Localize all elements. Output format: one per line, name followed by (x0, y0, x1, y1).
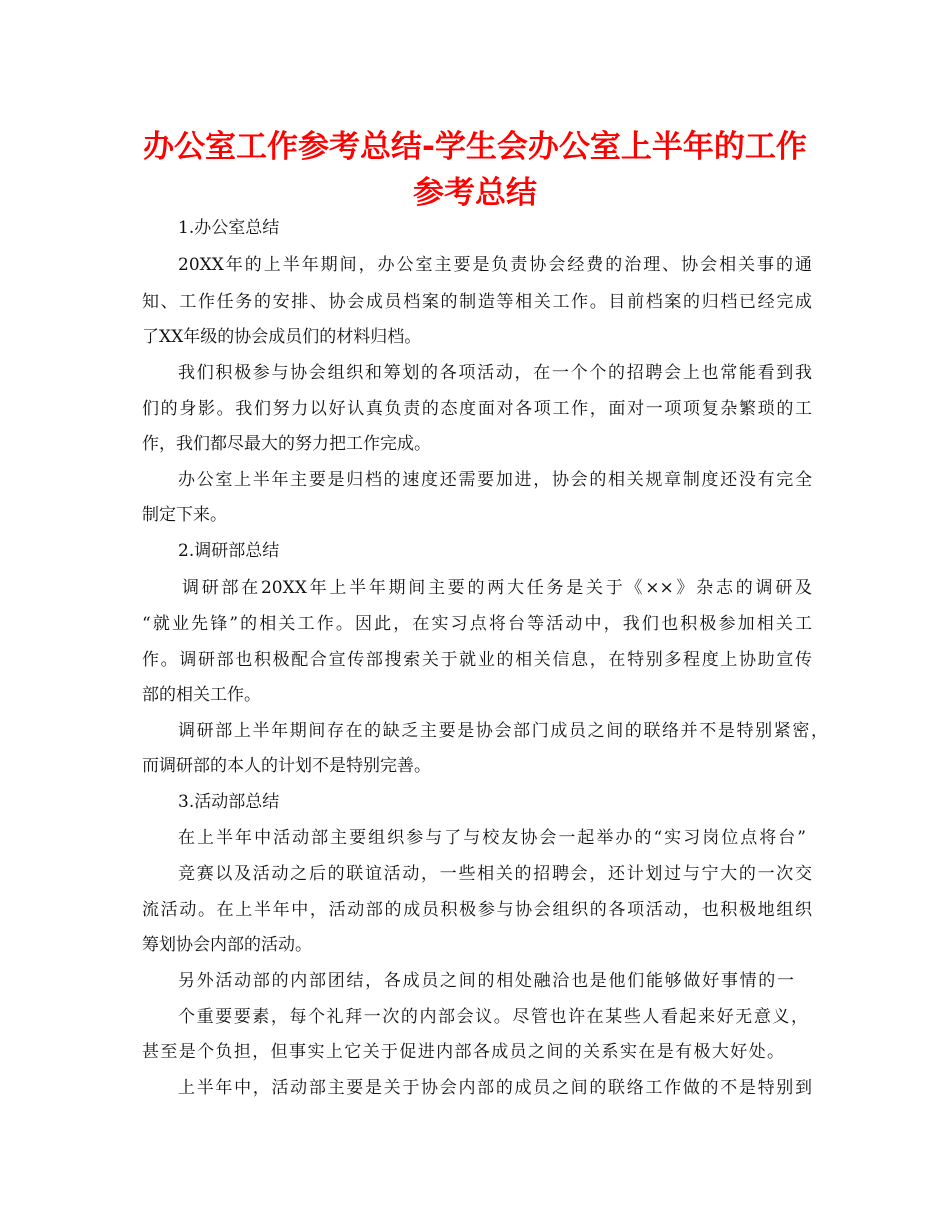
paragraph-line: 流活动。在上半年中，活动部的成员积极参与协会组织的各项活动，也积极地组织 (142, 900, 812, 920)
paragraph-line: 制定下来。 (142, 505, 227, 525)
section-heading-office: 1.办公室总结 (178, 218, 280, 238)
paragraph-line: 了XX年级的协会成员们的材料归档。 (142, 327, 422, 347)
paragraph-line: 甚至是个负担，但事实上它关于促进内部各成员之间的关系实在是有极大好处。 (142, 1042, 784, 1062)
paragraph-line: 作。调研部也积极配合宣传部搜索关于就业的相关信息，在特别多程度上协助宣传 (142, 650, 812, 670)
paragraph-line: 作，我们都尽最大的努力把工作完成。 (142, 434, 431, 454)
paragraph-line: 部的相关工作。 (142, 685, 261, 705)
document-title-line-1: 办公室工作参考总结-学生会办公室上半年的工作 (143, 129, 807, 165)
section-heading-research: 2.调研部总结 (178, 541, 280, 561)
paragraph-line: 另外活动部的内部团结，各成员之间的相处融洽也是他们能够做好事情的一 (178, 971, 794, 991)
document-title-line-2: 参考总结 (413, 175, 537, 211)
paragraph-line: 调研部在20XX年上半年期间主要的两大任务是关于《××》杂志的调研及 (182, 578, 812, 598)
paragraph-line: “就业先锋”的相关工作。因此，在实习点将台等活动中，我们也积极参加相关工 (142, 614, 812, 634)
paragraph-line: 个重要要素，每个礼拜一次的内部会议。尽管也许在某些人看起来好无意义， (178, 1007, 808, 1027)
paragraph-line: 办公室上半年主要是归档的速度还需要加进，协会的相关规章制度还没有完全 (178, 470, 812, 490)
paragraph-line: 知、工作任务的安排、协会成员档案的制造等相关工作。目前档案的归档已经完成 (142, 292, 812, 312)
paragraph-line: 20XX年的上半年期间，办公室主要是负责协会经费的治理、协会相关事的通 (178, 255, 812, 275)
paragraph-line: 而调研部的本人的计划不是特别完善。 (142, 756, 431, 776)
section-heading-activity: 3.活动部总结 (178, 792, 280, 812)
paragraph-line: 上半年中，活动部主要是关于协会内部的成员之间的联络工作做的不是特别到 (178, 1078, 812, 1098)
paragraph-line: 竞赛以及活动之后的联谊活动，一些相关的招聘会，还计划过与宁大的一次交 (178, 864, 812, 884)
paragraph-line: 筹划协会内部的活动。 (142, 935, 312, 955)
paragraph-line: 我们积极参与协会组织和筹划的各项活动，在一个个的招聘会上也常能看到我 (178, 363, 812, 383)
paragraph-line: 们的身影。我们努力以好认真负责的态度面对各项工作，面对一项项复杂繁琐的工 (142, 399, 812, 419)
paragraph-line: 调研部上半年期间存在的缺乏主要是协会部门成员之间的联络并不是特别紧密， (178, 721, 828, 741)
paragraph-line: 在上半年中活动部主要组织参与了与校友协会一起举办的“实习岗位点将台” (178, 828, 806, 848)
